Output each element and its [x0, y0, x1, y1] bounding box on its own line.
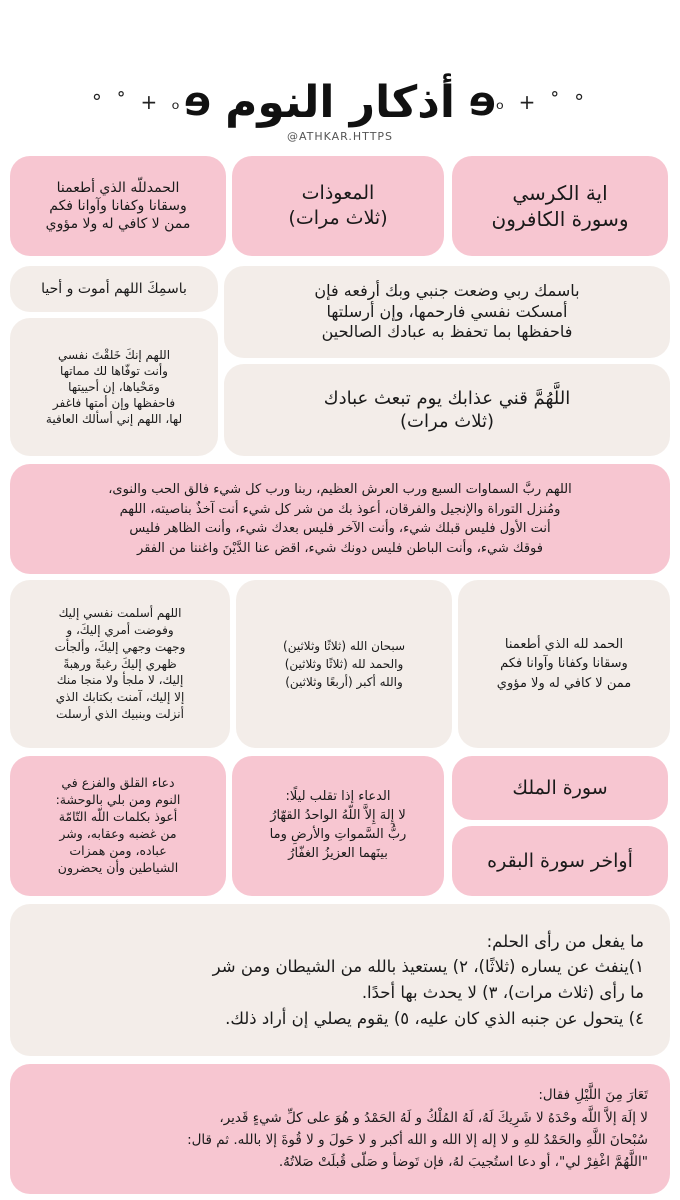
- card-bismika-rabbi: [224, 266, 670, 358]
- card-text: اللهم ربَّ السماوات السبع ورب العرش العظيم، ربنا ورب كل شيء فالق الحب والنوى، ومُنزل التوراة والإنجيل والفرقان، أعوذ بك من شر كل شيء أنت آخذٌ بناصيته، اللهم أنت الأول فليس قبلك شيء، وأنت الآخر فليس بعدك شيء، وأنت الظاهر فليس فوقك شيء، وأنت الباطن فليس دونك شيء، اقض عنا الدَّيْنَ واغننا من الفقر: [108, 482, 572, 556]
- card-text: اللَّهُمَّ قني عذابك يوم تبعث عبادك (ثلاث مرات): [323, 387, 571, 432]
- card-text: الحمد لله الذي أطعمنا وسقانا وكفانا وآوانا فكم ممن لا كافي له ولا مؤوي: [496, 636, 632, 691]
- card-text: ٤) يتحول عن جنبه الذي كان عليه، ٥) يقوم يصلي إن أراد ذلك.: [225, 1008, 644, 1028]
- card-text: ما رأى (ثلاث مرات)، ٣) لا يحدث بها أحدًا.: [361, 983, 644, 1002]
- decoration-left: ° ˚ + ₒ: [91, 90, 184, 114]
- card-alhamdu-lillah: [458, 580, 670, 748]
- card-ayat-kursi: [452, 156, 668, 256]
- section-heading: تَعَارَ مِنَ اللَّيْلِ فقال:: [538, 1087, 648, 1104]
- moon-icon: ɘ: [468, 79, 497, 125]
- card-taqallub-laylan: [232, 756, 444, 896]
- card-text: دعاء القلق والفزع في النوم ومن بلي بالوحشة: أعوذ بكلمات اللّه التّامّة من غضبه وعقابه، وشر عباده، ومن همزات الشياطين وأن يحضرون: [55, 775, 181, 875]
- card-text: سورة الملك: [512, 776, 608, 799]
- card-text: لا إلَهَ إلاَّ اللَّه وحْدَهُ لا شَرِيكَ لَهُ، لَهُ المُلْكُ و لَهُ الحَمْدُ و هُوَ على كلِّ شيءٍ قَدير، سُبْحانَ اللَّهِ والحَمْدُ للهِ و لا إله إلا الله و الله أكبر و لا حَولَ و لا قُوةَ إلا بالله. ثم قال: "اللَّهُمَّ اغْفِرْ لي"، أو دعا استُجيبَ لهُ، فإن تَوضأ و صَلّى قُبلَتْ صَلاتُهُ.: [187, 1109, 648, 1171]
- card-text: باسمِكَ اللهم أموت و أحيا: [41, 280, 187, 297]
- card-ruya-hulm: [10, 904, 670, 1056]
- card-tasbih: [236, 580, 452, 748]
- decoration-right: ₒ + ˚ °: [496, 90, 589, 114]
- card-rabb-samawat: [10, 464, 670, 574]
- card-text: اللهم أسلمت نفسي إليك وفوضت أمري إليكَ، و وجهت وجهي إليكَ، وألجأت ظهري إليكَ رغبةً ورهبةً إليك، لا ملجأ ولا منجا منك إلا إليك، آمنت بكتابك الذي أنزلت وبنبيك الذي أرسلت: [54, 606, 186, 721]
- card-text: باسمك ربي وضعت جنبي وبك أرفعه فإن أمسكت نفسي فارحمها، وإن أرسلتها فاحفظها بما تحفظ به عبادك الصالحين: [314, 280, 580, 342]
- card-awakhir-albaqarah: [452, 826, 668, 896]
- card-surat-almulk: [452, 756, 668, 820]
- card-qini-adhabak: [224, 364, 670, 456]
- card-text: أواخر سورة البقره: [487, 849, 633, 872]
- moon-icon: ɘ: [183, 79, 212, 125]
- card-text: الحمدللّه الذي أطعمنا وسقانا وكفانا وآوانا فكم ممن لا كافي له ولا مؤوي: [45, 179, 191, 233]
- card-alhamdulillah: [10, 156, 226, 256]
- card-text: اللهم إنكَ خَلقْتَ نفسي وأنت توفّاها لك مماتها ومَحْياها، إن أحييتها فاحفظها وإن أمتها فاغفر لها، اللهم إني أسألك العافية: [45, 347, 183, 427]
- card-text: المعوذات (ثلاث مرات): [288, 182, 388, 229]
- card-khalaqta-nafsi: [10, 318, 218, 456]
- account-handle: @ATHKAR.HTTPS: [286, 130, 394, 143]
- card-taara-minal-layl: [10, 1064, 670, 1194]
- card-text: اية الكرسي وسورة الكافرون: [491, 181, 629, 231]
- card-text: ١)ينفث عن يساره (ثلاثًا)، ٢) يستعيذ بالله من الشيطان ومن شر: [212, 957, 644, 977]
- section-heading: ما يفعل من رأى الحلم:: [486, 931, 644, 951]
- card-bismika-amut: [10, 266, 218, 312]
- card-text: الدعاء إذا تقلب ليلًا: لا إِلهَ إِلاَّ اللّهُ الواحدُ القهّارُ ربُّ السَّمواتِ والأرضِ وما بينَهما العزيزُ الغفّارُ: [269, 789, 407, 861]
- card-muawwidhat: [232, 156, 444, 256]
- card-aslamtu-nafsi: [10, 580, 230, 748]
- card-qalaq-wal-faza: [10, 756, 226, 896]
- card-text: سبحان الله (ثلاثًا وثلاثين) والحمد لله (ثلاثًا وثلاثين) والله أكبر (أربعًا وثلاثين): [283, 639, 405, 689]
- page-title: أذكار النوم: [225, 76, 455, 128]
